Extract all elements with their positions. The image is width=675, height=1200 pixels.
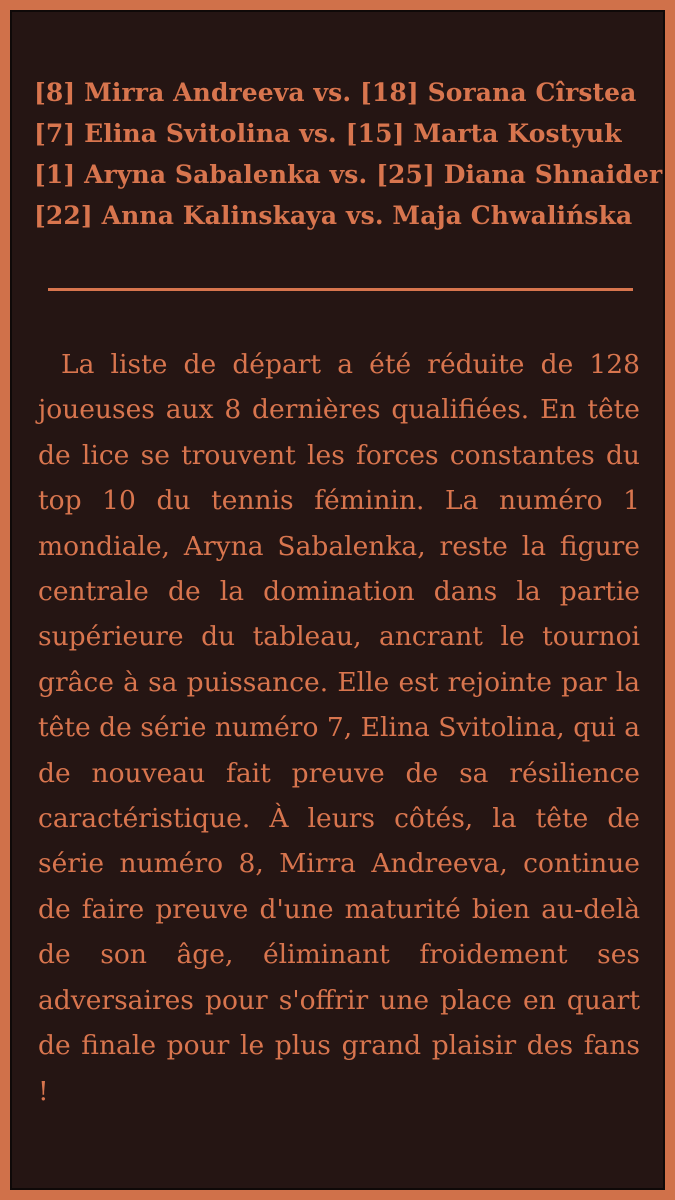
quarterfinal-match-list — [34, 72, 663, 236]
card-panel — [10, 10, 665, 1190]
match-item: [8] Mirra Andreeva vs. [18] Sorana Cîrstea — [34, 78, 637, 107]
match-item: [1] Aryna Sabalenka vs. [25] Diana Shnaider — [34, 160, 663, 189]
match-item: [7] Elina Svitolina vs. [15] Marta Kostyuk — [34, 119, 622, 148]
match-item: [22] Anna Kalinskaya vs. Maja Chwalińska — [34, 201, 633, 230]
article-paragraph: La liste de départ a été réduite de 128 joueuses aux 8 dernières qualifiées. En tête de lice se trouvent les forces constantes du top 10 du tennis féminin. La numéro 1 mondiale, Aryna Sabalenka, reste la figure centrale de la domination dans la partie supérieure du tableau, ancrant le tournoi grâce à sa puissance. Elle est rejointe par la tête de série numéro 7, Elina Svitolina, qui a de nouveau fait preuve de sa résilience caractéristique. À leurs côtés, la tête de série numéro 8, Mirra Andreeva, continue de faire preuve d'une maturité bien au-delà de son âge, éliminant froidement ses adversaires pour s'offrir une place en quart de finale pour le plus grand plaisir des fans ! — [38, 349, 640, 1107]
section-divider — [48, 288, 633, 291]
